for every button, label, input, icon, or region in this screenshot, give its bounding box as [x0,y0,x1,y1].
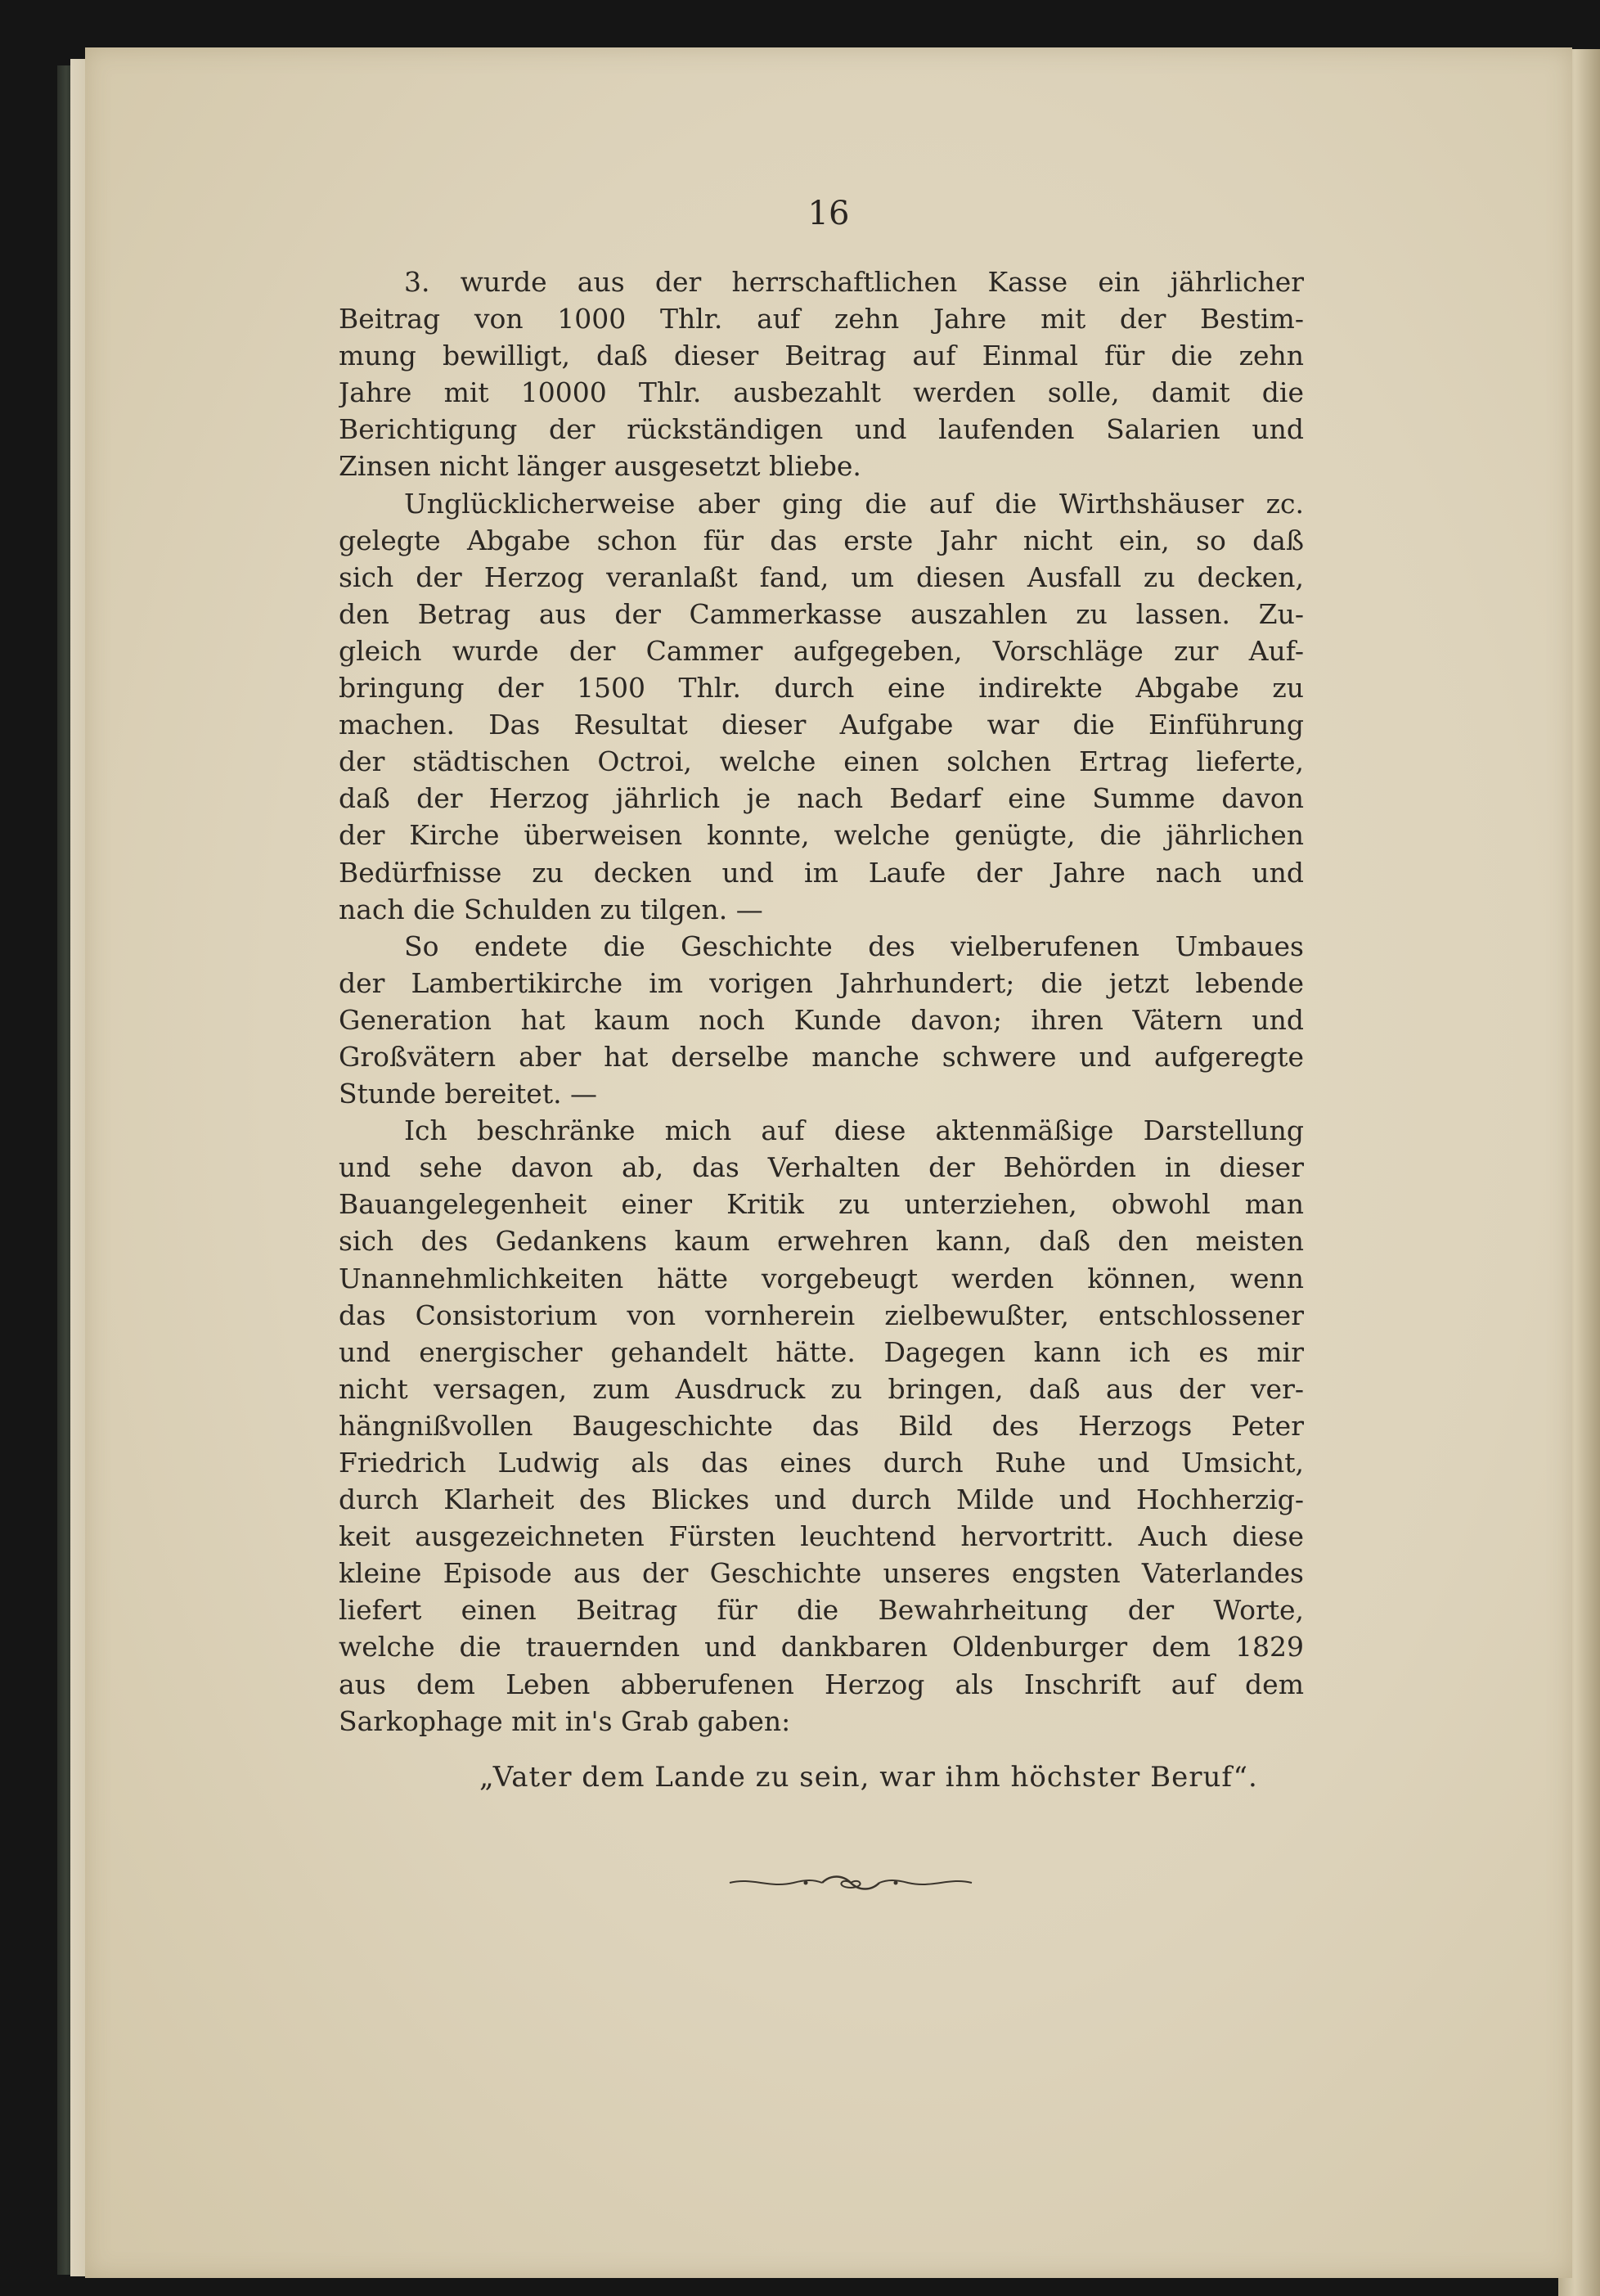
text-line: der städtischen Octroi, welche einen solchen Ertrag lieferte, [339,745,1304,778]
text-line: Unannehmlichkeiten hätte vorgebeugt werden können, wenn [339,1262,1304,1294]
text-line: liefert einen Beitrag für die Bewahrheitung der Worte, [339,1594,1304,1627]
text-line: und sehe davon ab, das Verhalten der Behörden in dieser [339,1151,1304,1184]
text-line: keit ausgezeichneten Fürsten leuchtend hervortritt. Auch diese [339,1520,1304,1553]
text-line: bringung der 1500 Thlr. durch eine indirekte Abgabe zu [339,672,1304,705]
text-line: Generation hat kaum noch Kunde davon; ihren Vätern und [339,1003,1304,1036]
text-line: das Consistorium von vornherein zielbewußter, entschlossener [339,1299,1304,1331]
text-line: durch Klarheit des Blickes und durch Milde und Hochherzig- [339,1483,1304,1516]
body-text [339,263,1304,1785]
text-line: und energischer gehandelt hätte. Dagegen kann ich es mir [339,1335,1304,1368]
decorative-flourish [728,1871,973,1895]
text-line: der Kirche überweisen konnte, welche genügte, die jährlichen [339,819,1304,852]
text-line: So endete die Geschichte des vielberufenen Umbaues [404,930,1304,962]
text-line: hängnißvollen Baugeschichte das Bild des Herzogs Peter [339,1409,1304,1442]
text-line: Sarkophage mit in's Grab gaben: [339,1704,791,1737]
closing-quotation: „Vater dem Lande zu sein, war ihm höchster Beruf“. [479,1761,1258,1794]
text-line: Großvätern aber hat derselbe manche schwere und aufgeregte [339,1040,1304,1073]
text-line: machen. Das Resultat dieser Aufgabe war die Einführung [339,709,1304,741]
text-line: mung bewilligt, daß dieser Beitrag auf Einmal für die zehn [339,340,1304,372]
text-line: den Betrag aus der Cammerkasse auszahlen zu lassen. Zu- [339,597,1304,630]
text-line: der Lambertikirche im vorigen Jahrhundert; die jetzt lebende [339,966,1304,999]
text-line: Zinsen nicht länger ausgesetzt bliebe. [339,450,861,483]
text-line: Unglücklicherweise aber ging die auf die Wirthshäuser zc. [404,487,1304,520]
text-line: nach die Schulden zu tilgen. — [339,893,763,925]
text-line: Berichtigung der rückständigen und laufenden Salarien und [339,413,1304,446]
text-line: Friedrich Ludwig als das eines durch Ruhe und Umsicht, [339,1447,1304,1479]
text-line: gleich wurde der Cammer aufgegeben, Vorschläge zur Auf- [339,634,1304,667]
text-line: daß der Herzog jährlich je nach Bedarf eine Summe davon [339,782,1304,815]
text-line: 3. wurde aus der herrschaftlichen Kasse ein jährlicher [404,266,1304,298]
text-line: Bauangelegenheit einer Kritik zu unterziehen, obwohl man [339,1188,1304,1221]
text-line: Jahre mit 10000 Thlr. ausbezahlt werden solle, damit die [339,376,1304,409]
text-line: gelegte Abgabe schon für das erste Jahr nicht ein, so daß [339,524,1304,556]
text-line: welche die trauernden und dankbaren Oldenburger dem 1829 [339,1631,1304,1663]
text-line: sich des Gedankens kaum erwehren kann, daß den meisten [339,1225,1304,1258]
text-line: Stunde bereitet. — [339,1078,598,1110]
text-line: kleine Episode aus der Geschichte unseres engsten Vaterlandes [339,1557,1304,1590]
page-number: 16 [807,195,850,232]
text-line: sich der Herzog veranlaßt fand, um diesen Ausfall zu decken, [339,560,1304,593]
text-line: Beitrag von 1000 Thlr. auf zehn Jahre mit der Bestim- [339,303,1304,335]
text-line: nicht versagen, zum Ausdruck zu bringen, daß aus der ver- [339,1372,1304,1405]
text-line: Bedürfnisse zu decken und im Laufe der Jahre nach und [339,856,1304,889]
text-line: aus dem Leben abberufenen Herzog als Inschrift auf dem [339,1668,1304,1700]
text-line: Ich beschränke mich auf diese aktenmäßige Darstellung [404,1114,1304,1147]
